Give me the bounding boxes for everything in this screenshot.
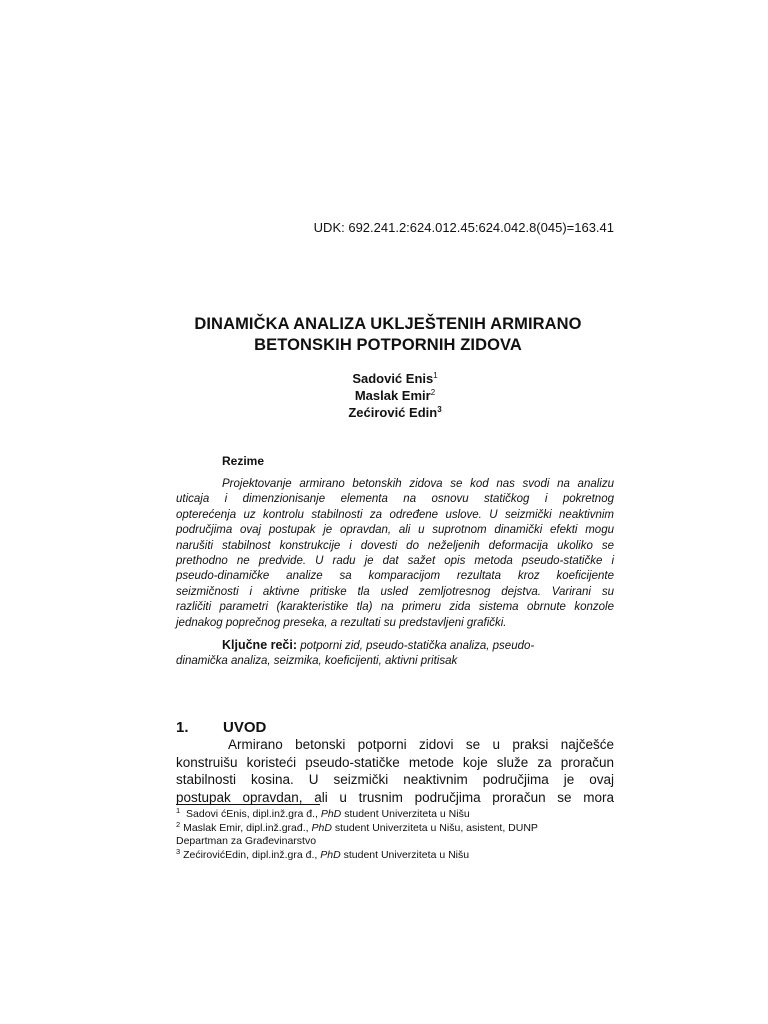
abstract-heading: Rezime (222, 454, 265, 468)
abstract-line: Projektovanje armirano betonskih zidova se kod nas svodi na analizu (222, 478, 614, 490)
abstract-line: područjima ovaj postupak je opravdan, ali u suprotnom dinamički efekti mogu (176, 524, 614, 537)
keywords-label: Ključne reči: (222, 638, 298, 652)
abstract-line: seizmičnosti i aktivne pritiske tla usled zemljotresnog dejstva. Varirani su (176, 585, 614, 598)
footnote-2-continued: Departman za Građevinarstvo (176, 835, 317, 847)
author-3: Zećirović Edin$^3$ (348, 405, 442, 420)
body-line: stabilnosti kosina. U seizmički neaktivnim područjima je ovaj (176, 772, 614, 787)
author-2: Maslak Emir$^2$ (354, 388, 436, 403)
footnotes (176, 808, 616, 862)
author-2-mark: 2 (430, 388, 436, 397)
section-number: 1. (176, 719, 189, 736)
footnote-3: $^3$ ZećirovićEdin, dipl.inž.gra đ., PhD student Univerziteta u Nišu (176, 846, 470, 861)
author-1: Sadović Enis$^1$ (352, 371, 438, 386)
section-title: UVOD (223, 719, 267, 736)
paper-title (150, 314, 626, 356)
keywords-line-1: Ključne reči: potporni zid, pseudo-statička analiza, pseudo- (222, 638, 535, 652)
abstract-line: različiti parametri (karakteristike tla) na primeru zida sistema obrnute konzole (176, 601, 614, 614)
author-1-mark: 1 (433, 371, 438, 380)
abstract-line: opterećenja uz kontrolu stabilnosti za određene uslove. U seizmički neaktivnim (176, 508, 614, 521)
footnote-1: $^1$ Sadovi ćEnis, dipl.inž.gra đ., PhD student Univerziteta u Nišu (176, 806, 470, 820)
title-line-1: DINAMIČKA ANALIZA UKLJEŠTENIH ARMIRANO (194, 315, 582, 333)
footnote-2: $^2$ Maslak Emir, dipl.inž.građ., PhD student Univerziteta u Nišu, asistent, DUNP (176, 819, 538, 834)
footnote-divider (176, 804, 320, 805)
body-line: konstruišu koristeći pseudo-statičke metode koje služe za proračun (176, 754, 614, 770)
abstract-line: uticaja i dimenzionisanje elementa na osnovu statičkog i pokretnog (176, 493, 614, 506)
abstract-line: prethodno ne predvide. U radu je dat sažet opis metoda pseudo-statičke i (176, 554, 614, 567)
section-body (176, 736, 614, 806)
body-line: Armirano betonski potporni zidovi se u praksi najčešće (228, 737, 614, 752)
keywords-line-2: dinamička analiza, seizmika, koeficijenti, aktivni pritisak (176, 655, 458, 668)
udk-code: UDK: 692.241.2:624.012.45:624.042.8(045)=163.41 (313, 220, 614, 235)
body-line: postupak opravdan, ali u trusnim područjima proračun se mora (176, 789, 614, 805)
abstract-line: pseudo-dinamičke analize sa komparacijom rezultata kroz koeficijente (176, 570, 614, 583)
author-list (250, 370, 540, 421)
abstract-line: narušiti stabilnost konstrukcije i dovesti do neželjenih deformacija ukoliko se (176, 539, 614, 552)
keywords (176, 638, 614, 670)
author-3-mark: 3 (437, 405, 442, 414)
section-heading (176, 719, 266, 736)
abstract-line: jednakog poprečnog preseka, a rezultati su predstavljeni grafički. (176, 616, 507, 629)
title-line-2: BETONSKIH POTPORNIH ZIDOVA (254, 336, 522, 354)
abstract-body (176, 477, 614, 631)
